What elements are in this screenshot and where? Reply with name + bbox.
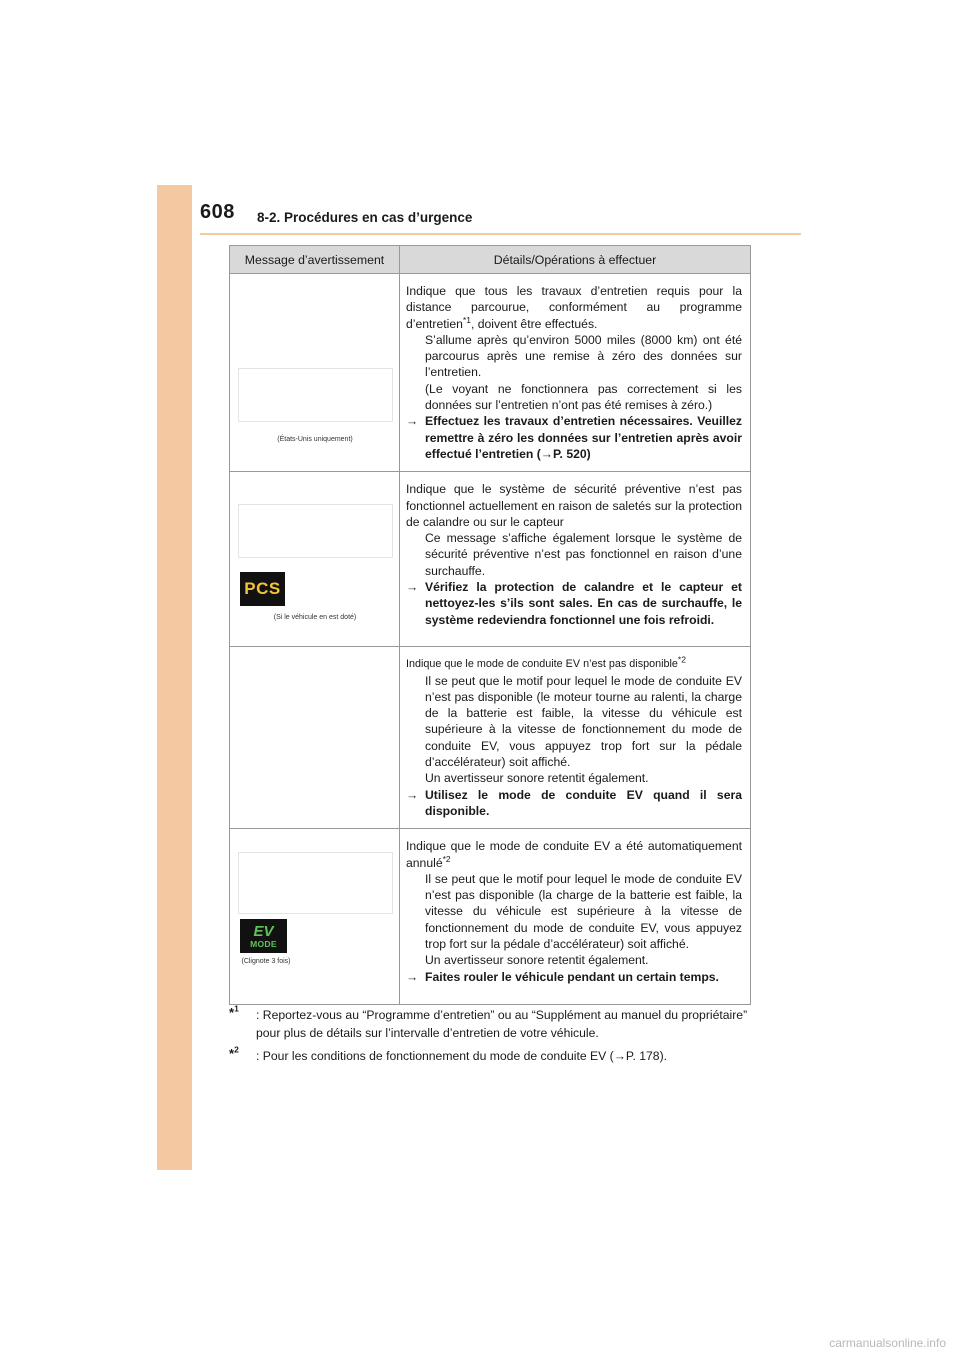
message-caption: (États-Unis uniquement) [277,436,353,443]
detail-note: (Le voyant ne fonctionnera pas correctement si les données sur l’entretien n’ont pas été remises à zéro.) [425,381,742,413]
detail-note: Il se peut que le motif pour lequel le mode de conduite EV n’est pas disponible (la charge de la batterie est faible, la vitesse du véhicule est supérieure à la vitesse de fonctionnement du mode de conduite EV, vous appuyez trop fort sur la pédale d’accélérateur) soit affiché. [425,871,742,952]
section-title: 8-2. Procédures en cas d’urgence [257,210,473,225]
detail-note: S’allume après qu’environ 5000 miles (8000 km) ont été parcourus après une remise à zéro des données sur l’entretien. [425,332,742,380]
action-instruction: → Vérifiez la protection de calandre et le capteur et nettoyez-les s’ils sont sales. En cas de surchauffe, le système redeviendra fonctionnel une fois refroidi. [406,580,742,627]
table-row [230,274,751,472]
detail-intro: Indique que le système de sécurité préventive n’est pas fonctionnel actuellement en raison de saletés sur la protection de calandre ou sur le capteur [406,482,742,529]
detail-note: Un avertisseur sonore retentit également. [425,953,649,968]
footnote-text: : Reportez-vous au “Programme d’entretien” ou au “Supplément au manuel du propriétaire” pour plus de détails sur l’intervalle d’entretien de votre véhicule. [256,1008,748,1040]
footnote-marker: *$^2$ [229,1044,239,1061]
arrow-right-icon: → [406,969,419,984]
ev-mode-icon-ev: EV [253,922,274,940]
pcs-warning-icon: PCS [240,572,285,606]
footnote-marker: *$^1$ [229,1003,239,1020]
message-cell [230,647,400,829]
detail-note: Il se peut que le motif pour lequel le mode de conduite EV n’est pas disponible (le moteur tourne au ralenti, la charge de la batterie est faible, la vitesse du véhicule est supérieure à la vitesse de fonctionnement du mode de conduite EV, vous appuyez trop fort sur la pédale d’accélérateur) soit affiché. [425,673,742,770]
column-header-details: Détails/Opérations à effectuer [400,246,751,274]
details-cell [400,472,751,647]
action-instruction: → Effectuez les travaux d’entretien nécessaires. Veuillez remettre à zéro les données sur l’entretien après avoir effectué l’entretien (→P. 520) [406,414,742,461]
message-caption: (Si le véhicule en est doté) [273,614,357,622]
detail-intro: Indique que le mode de conduite EV a été automatiquement annulé$^{*2}$ [406,839,742,870]
arrow-right-icon: → [406,580,419,595]
details-cell [400,829,751,1005]
message-caption: (Clignote 3 fois) [241,958,291,966]
action-instruction: → Utilisez le mode de conduite EV quand il sera disponible. [406,787,742,818]
table-row [230,829,751,1005]
table-header-row [230,246,751,274]
footnote-1 [229,1003,750,1042]
table-row [230,472,751,647]
ev-mode-icon-mode: MODE [250,938,277,949]
watermark: carmanualsonline.info [829,1336,946,1350]
warning-message-table [229,245,751,1005]
display-screen-blank [238,852,393,914]
detail-intro: Indique que tous les travaux d’entretien requis pour la distance parcourue, conformément au programme d’entretien$^{*1}$, doivent être effectués. [406,284,742,331]
message-cell [230,829,400,1005]
column-header-message: Message d’avertissement [230,246,400,274]
arrow-right-icon: → [406,787,419,802]
details-cell [400,647,751,829]
message-cell [230,472,400,647]
display-screen-blank [238,504,393,558]
chapter-tab-band [157,185,192,1170]
footnote-2 [229,1044,750,1065]
ev-mode-icon [240,919,287,953]
display-screen-blank [238,368,393,422]
action-instruction: → Faites rouler le véhicule pendant un certain temps. [406,969,719,984]
footnote-text: : Pour les conditions de fonctionnement du mode de conduite EV (→P. 178). [256,1049,668,1063]
detail-note: Ce message s’affiche également lorsque le système de sécurité préventive n’est pas fonctionnel en raison d’une surchauffe. [425,531,742,578]
detail-intro: Indique que le mode de conduite EV n’est pas disponible$^{*2}$ [406,654,686,671]
details-cell [400,274,751,472]
detail-note: Un avertisseur sonore retentit également. [425,771,649,786]
message-cell [230,274,400,472]
page-number: 608 [200,201,235,223]
header-rule [200,233,801,235]
table-row [230,647,751,829]
arrow-right-icon: → [406,414,419,429]
